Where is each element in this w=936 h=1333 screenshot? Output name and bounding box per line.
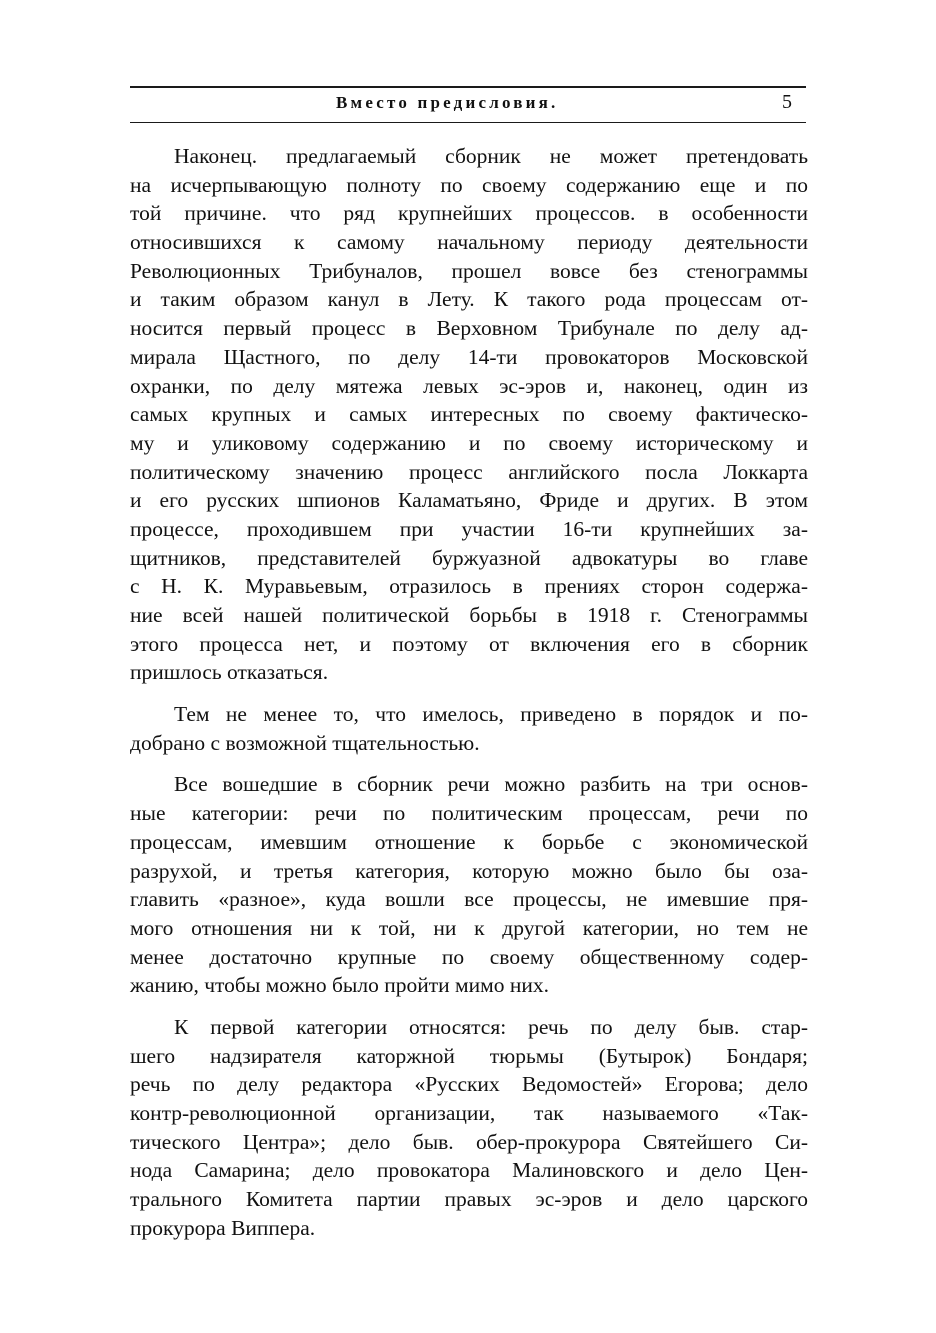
- text-line: трального Комитета партии правых эс-эров и дело царского: [130, 1187, 808, 1212]
- text-line: тического Центра»; дело быв. обер-прокурора Святейшего Си-: [130, 1129, 808, 1154]
- text-line: той причине. что ряд крупнейших процессов. в особенности: [130, 201, 808, 226]
- text-line: главить «разное», куда вошли все процессы, не имевшие пря-: [130, 887, 808, 912]
- paragraph: [130, 700, 808, 757]
- text-line: прокурора Виппера.: [130, 1215, 316, 1240]
- page-number: 5: [782, 91, 792, 113]
- text-line: контр-революционной организации, так называемого «Так-: [130, 1101, 808, 1125]
- text-line: политическому значению процесс английского посла Локкарта: [130, 459, 808, 484]
- paragraph: [130, 770, 808, 1000]
- body-text: [130, 142, 808, 1242]
- running-title: Вместо предисловия.: [336, 93, 559, 112]
- text-line: мого отношения ни к той, ни к другой категории, но тем не: [130, 915, 808, 940]
- text-line: носится первый процесс в Верховном Трибунале по делу ад-: [130, 316, 808, 341]
- text-line: относившихся к самому начальному периоду деятельности: [130, 230, 808, 255]
- text-line: Наконец. предлагаемый сборник не может претендовать: [174, 144, 808, 168]
- text-line: охранки, по делу мятежа левых эс-эров и, наконец, один из: [130, 373, 808, 398]
- paragraph: [130, 142, 808, 687]
- paragraph: [130, 1013, 808, 1243]
- text-line: Тем не менее то, что имелось, приведено в порядок и по-: [174, 702, 808, 727]
- text-line: на исчерпывающую полноту по своему содержанию еще и по: [130, 172, 808, 197]
- text-line: процессам, имевшим отношение к борьбе с экономической: [130, 829, 808, 854]
- running-header: [130, 86, 806, 123]
- text-line: ные категории: речи по политическим процессам, речи по: [130, 801, 808, 826]
- text-line: ние всей нашей политической борьбы в 1918 г. Стенограммы: [130, 603, 808, 627]
- text-line: щитников, представителей буржуазной адвокатуры во главе: [130, 545, 808, 570]
- text-line: мирала Щастного, по делу 14-ти провокаторов Московской: [130, 344, 808, 369]
- text-line: му и уликовому содержанию и по своему историческому и: [130, 430, 808, 455]
- text-line: процессе, проходившем при участии 16-ти крупнейших за-: [130, 516, 808, 541]
- text-line: и его русских шпионов Каламатьяно, Фриде и других. В этом: [130, 488, 808, 513]
- text-line: разрухой, и третья категория, которую можно было бы оза-: [130, 858, 808, 883]
- text-line: Все вошедшие в сборник речи можно разбить на три основ-: [174, 772, 808, 797]
- text-line: и таким образом канул в Лету. К такого рода процессам от-: [130, 287, 808, 312]
- text-line: менее достаточно крупные по своему общественному содер-: [130, 944, 808, 969]
- text-line: речь по делу редактора «Русских Ведомостей» Егорова; дело: [130, 1072, 808, 1097]
- text-line: шего надзирателя каторжной тюрьмы (Бутырок) Бондаря;: [130, 1043, 808, 1068]
- text-line: с Н. К. Муравьевым, отразилось в прениях сторон содержа-: [130, 574, 808, 599]
- text-line: пришлось отказаться.: [130, 660, 329, 685]
- text-line: жанию, чтобы можно было пройти мимо них.: [130, 973, 549, 998]
- text-line: Революционных Трибуналов, прошел вовсе без стенограммы: [130, 258, 808, 283]
- text-line: самых крупных и самых интересных по своему фактическо-: [130, 402, 808, 427]
- text-line: нода Самарина; дело провокатора Малиновского и дело Цен-: [130, 1158, 808, 1183]
- text-line: К первой категории относятся: речь по делу быв. стар-: [174, 1014, 808, 1039]
- text-line: добрано с возможной тщательностью.: [130, 730, 480, 755]
- text-line: этого процесса нет, и поэтому от включения его в сборник: [130, 631, 808, 656]
